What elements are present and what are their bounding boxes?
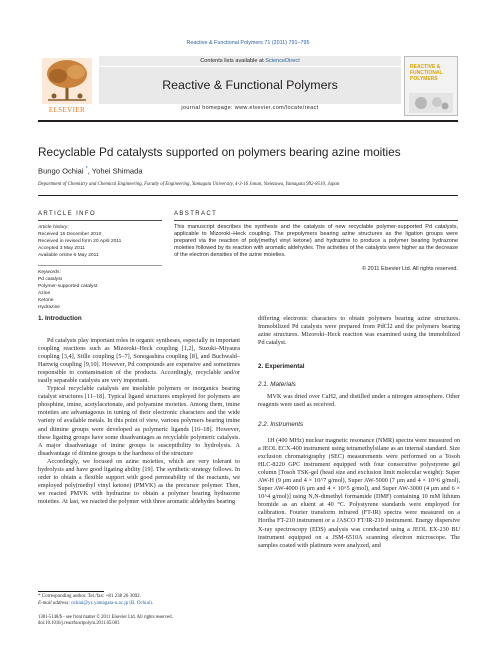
instruments-column	[258, 437, 460, 550]
authors	[38, 166, 143, 176]
keyword: Azine	[38, 291, 51, 296]
cover-title: REACTIVE & FUNCTIONAL POLYMERS	[410, 64, 443, 83]
contents-band	[99, 56, 401, 66]
subsection-heading-instruments: 2.2. Instruments	[258, 421, 304, 428]
email-link[interactable]: ochiai@yz.yamagata-u.ac.jp (B. Ochiai).	[71, 600, 154, 606]
keyword: Hydrazine	[38, 305, 61, 310]
abstract-text: This manuscript describes the synthesis and the catalysis of new recyclable polymer-supported Pd catalysts, applicable to Mizoroki–Heck coupling. The prepolymers bearing azine structures as the ligation groups were prepared via the reaction of poly(methyl vinyl ketone) and hydrazine to produce a polymer bearing hydrazone moieties followed by its reaction with aromatic aldehydes. The activities of the catalysts were higher as the decrease of the electron densities of the azine moieties.	[174, 224, 458, 259]
corresponding-author-mark[interactable]: *	[85, 166, 88, 172]
author-rest: , Yohei Shimada	[87, 166, 143, 176]
section-heading-experimental: 2. Experimental	[258, 363, 305, 370]
doi-line[interactable]: doi:10.1016/j.reactfunctpolym.2011.05.003	[38, 621, 120, 627]
elsevier-wordmark: ELSEVIER	[48, 106, 86, 114]
issn-doi	[38, 615, 298, 628]
history-item: Received in revised form 20 April 2011	[38, 239, 122, 244]
paragraph: 1H (400 MHz) nuclear magnetic resonance (NMR) spectra were measured on a JEOL ECX-400 instrument using tetramethylsilane as an internal standard. Size exclusion chromatography (SEC) measurements were performed on a Tosoh HLC-8220 GPC instrument equipped with four consecutive polystyrene gel column [Tosoh TSK-gel (bead size and exclusion limit molecular weight): Super AW-H (9 μm and 4 × 10^7 g/mol), Super AW-5000 (7 μm and 4 × 10^6 g/mol), Super AW-4000 (6 μm and 4 × 10^5 g/mol), and Super AW-3000 (4 μm and 6 × 10^4 g/mol)] using N,N-dimethyl formamide (DMF) containing 10 mM lithium bromide as an eluent at 40 °C. Polystyrene standards were employed for calibration. Fourier transform infrared (FT-IR) spectra were measured on a Horiba FT-210 instrument or a JASCO FT/IR-210 instrument. Energy dispersive X-ray spectroscopy (EDS) analysis was conducted using a JEOL EX-230 BU instrument equipped on a JSM-6510A scanning electron microscope. The samples coated with platinum were analyzed, and	[258, 437, 460, 549]
sciencedirect-link[interactable]: ScienceDirect	[265, 58, 300, 64]
keywords	[38, 269, 162, 311]
article-history	[38, 224, 162, 259]
history-item: Received 15 December 2010	[38, 232, 102, 237]
article-title: Recyclable Pd catalysts supported on polymers bearing azine moities	[38, 145, 401, 159]
history-label: Article history:	[38, 225, 69, 230]
footnote	[38, 594, 248, 607]
journal-masthead	[38, 56, 458, 116]
left-body-column	[38, 337, 240, 506]
affiliation: Department of Chemistry and Chemical Engineering, Faculty of Engineering, Yamagata University, 4-3-16 Jonan, Yonezawa, Yamagata 992-8510, Japan	[38, 182, 340, 187]
paragraph: Typical recyclable catalysts are insoluble polymers or inorganics bearing catalyst structures [11–18]. Typical ligand structures employed for polymers are phosphine, imine, acetylacetonate, and polyamine moieties. Among them, imine moieties are advantageous in tuning of their electronic characters and the wide variety of available metals. In this point of view, various polymers bearing imine and diimine groups were developed as polymeric ligands [16–18]. However, these ligating groups have some disadvantages as recyclable polymeric catalysts. A major disadvantage of imine groups is susceptibility to hydrolysis. A disadvantage of diimine groups is the hardness of the structure	[38, 385, 240, 457]
keyword: Ketone	[38, 298, 54, 303]
keyword: Pd catalyst	[38, 277, 62, 282]
cover-art-image	[409, 93, 453, 113]
abstract-copyright: © 2011 Elsevier Ltd. All rights reserved.	[362, 266, 458, 272]
right-body-column-top	[258, 315, 460, 347]
keywords-label: Keywords:	[38, 270, 61, 275]
contents-prefix: Contents lists available at	[200, 58, 266, 64]
journal-title: Reactive & Functional Polymers	[162, 78, 338, 92]
corresponding-author-note: * Corresponding author. Tel./fax: +81 238 26 3092.	[38, 594, 141, 599]
section-heading-introduction: 1. Introduction	[38, 315, 82, 322]
paragraph: differing electronic characters to obtain polymers bearing azine structures. Immobilized Pd catalysts were prepared from PdCl2 and the polymers bearing azine structures. Mizoroki–Heck reaction was examined using the immobilized Pd catalyst.	[258, 315, 460, 347]
paragraph: Pd catalysts play important roles in organic syntheses, especially in important coupling reactions such as Mizoroki–Heck coupling [1,2], Suzuki–Miyaura coupling [3,4], Stille coupling [5–7], Sonogashira coupling [8], and Buchwald–Hartwig coupling [9,10]. However, Pd compounds are expensive and sometimes responsible to contamination of the products. Accordingly, recyclable and/or easily separable catalysts are very important.	[38, 337, 240, 385]
email-label: E-mail address:	[38, 600, 72, 606]
article-info-heading: ARTICLE INFO	[38, 211, 97, 217]
issn-line: 1381-5148/$ - see front matter © 2011 Elsevier Ltd. All rights reserved.	[38, 615, 173, 620]
journal-title-band	[99, 67, 401, 104]
title-block-rule	[38, 195, 458, 196]
journal-cover-thumbnail	[404, 56, 458, 116]
history-item: Available online 6 May 2011	[38, 253, 99, 258]
keyword: Polymer-supported catalyst	[38, 284, 98, 289]
author-first: Bungo Ochiai	[38, 166, 84, 176]
subsection-heading-materials: 2.1. Materials	[258, 381, 296, 388]
materials-column	[258, 393, 460, 409]
journal-homepage[interactable]: journal homepage: www.elsevier.com/locate/react	[181, 105, 319, 111]
abstract-heading: ABSTRACT	[174, 211, 218, 217]
paragraph: MVK was dried over CaH2, and distilled under a nitrogen atmosphere. Other reagents were used as received.	[258, 393, 460, 409]
paragraph: Accordingly, we focused on azine moieties, which are very tolerant to hydrolysis and have good ligating ability [19]. The synthetic strategy follows. In order to obtain a flexible support with good permeability of the reactants, we employed poly(methyl vinyl ketone) (PMVK) as the precursor polymer. Then, we reacted PMVK with hydrazine to obtain a polymer bearing hydrazone moieties. At last, we reacted the polymer with three aromatic aldehydes bearing	[38, 457, 240, 505]
running-head[interactable]: Reactive & Functional Polymers 71 (2011) 791–795	[186, 40, 310, 46]
history-item: Accepted 3 May 2011	[38, 246, 85, 251]
header-rule	[38, 120, 458, 122]
